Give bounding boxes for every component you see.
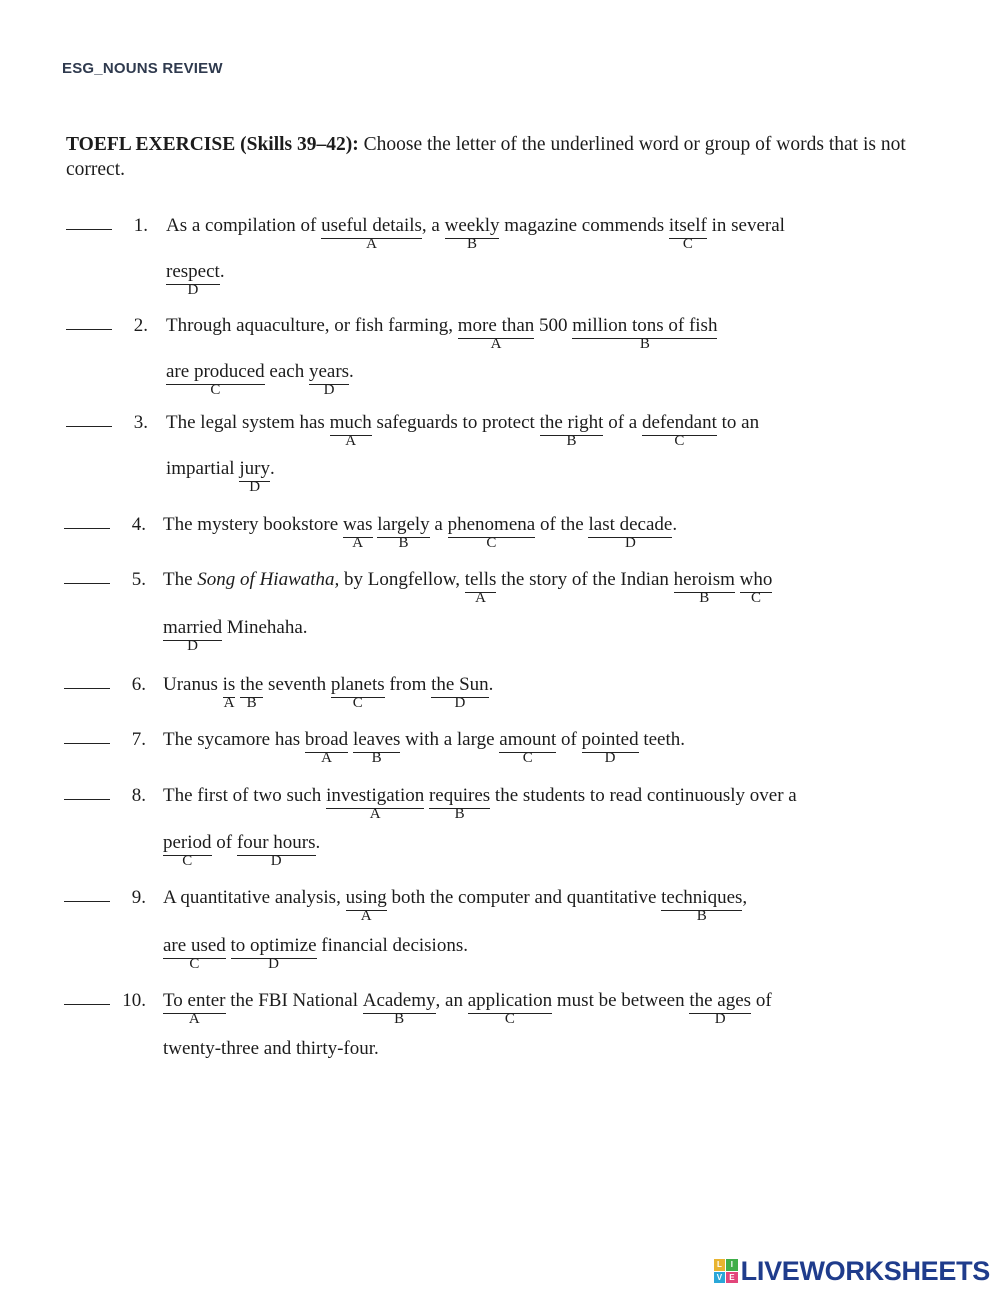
plain-text: A quantitative analysis,: [163, 887, 346, 908]
option-letter: D: [454, 695, 466, 711]
option-D[interactable]: [236, 832, 316, 869]
plain-text: Uranus: [163, 674, 223, 695]
option-C[interactable]: [499, 729, 557, 766]
option-A[interactable]: [342, 514, 373, 551]
underlined-text: Academy: [363, 990, 436, 1014]
option-B[interactable]: [539, 412, 604, 449]
question-number: 8.: [131, 785, 146, 806]
underlined-text: more than: [458, 315, 535, 339]
underlined-text: is: [223, 674, 236, 698]
option-A[interactable]: [464, 569, 497, 606]
underlined-text: useful details: [321, 215, 422, 239]
option-D[interactable]: [230, 935, 317, 972]
option-A[interactable]: [457, 315, 535, 352]
question-line: [163, 1038, 379, 1060]
option-A[interactable]: [163, 990, 226, 1027]
question-number: 2.: [133, 315, 148, 336]
plain-text: in several: [706, 215, 785, 236]
underlined-text: pointed: [582, 729, 639, 753]
underlined-text: largely: [377, 514, 429, 538]
question-line: [163, 832, 321, 869]
question-number: 6.: [131, 674, 146, 695]
option-letter: B: [246, 695, 257, 711]
plain-text: As a compilation of: [166, 215, 322, 236]
plain-text: .: [488, 674, 494, 695]
answer-blank[interactable]: [64, 799, 110, 800]
answer-blank[interactable]: [64, 583, 110, 584]
answer-blank[interactable]: [64, 1004, 110, 1005]
plain-text: of a: [603, 412, 642, 433]
plain-text: teeth.: [638, 729, 686, 750]
plain-text: each: [264, 361, 309, 382]
option-letter: B: [398, 535, 409, 551]
underlined-text: last decade: [588, 514, 672, 538]
underlined-text: the Sun: [431, 674, 489, 698]
underlined-text: the right: [540, 412, 604, 436]
option-B[interactable]: [352, 729, 401, 766]
underlined-text: the ages: [689, 990, 751, 1014]
option-letter: D: [604, 750, 616, 766]
option-letter: B: [699, 590, 710, 606]
plain-text: the students to read continuously over a: [490, 785, 797, 806]
option-letter: C: [352, 695, 363, 711]
instructions: [66, 132, 936, 182]
underlined-text: planets: [331, 674, 385, 698]
worksheet-header: ESG_NOUNS REVIEW: [62, 60, 223, 77]
question-number: 7.: [131, 729, 146, 750]
underlined-text: tells: [465, 569, 497, 593]
answer-blank[interactable]: [64, 901, 110, 902]
plain-text: , a: [421, 215, 445, 236]
plain-text: The sycamore has: [163, 729, 305, 750]
plain-text: with a large: [400, 729, 500, 750]
question-line: [163, 935, 468, 972]
logo-square-2: I: [726, 1259, 738, 1271]
plain-text: The legal system has: [166, 412, 330, 433]
option-letter: A: [345, 433, 357, 449]
underlined-text: married: [163, 617, 222, 641]
option-D[interactable]: [163, 617, 223, 654]
question-line: [166, 261, 225, 298]
question-line: [163, 729, 686, 766]
question-line: [163, 674, 494, 711]
question-line: [166, 458, 275, 495]
plain-text: The first of two such: [163, 785, 327, 806]
option-letter: C: [182, 853, 193, 869]
answer-blank[interactable]: [66, 229, 112, 230]
plain-text: must be between: [552, 990, 690, 1011]
question-number: 3.: [133, 412, 148, 433]
option-letter: D: [270, 853, 282, 869]
option-B[interactable]: [673, 569, 735, 606]
plain-text: The mystery bookstore: [163, 514, 343, 535]
option-A[interactable]: [329, 412, 372, 449]
option-D[interactable]: [431, 674, 489, 711]
option-letter: A: [321, 750, 332, 766]
option-letter: D: [249, 479, 261, 495]
plain-text: by Longfellow,: [339, 569, 465, 590]
question-line: [163, 785, 797, 822]
option-letter: B: [467, 236, 478, 252]
question-line: [163, 990, 772, 1027]
underlined-text: million tons of fish: [572, 315, 717, 339]
underlined-text: requires: [429, 785, 490, 809]
underlined-text: weekly: [445, 215, 500, 239]
question-number: 9.: [131, 887, 146, 908]
option-letter: A: [369, 806, 381, 822]
option-C[interactable]: [668, 215, 707, 252]
underlined-text: using: [346, 887, 387, 911]
underlined-text: period: [163, 832, 212, 856]
question-line: [166, 315, 718, 352]
underlined-text: respect: [166, 261, 220, 285]
underlined-text: are used: [163, 935, 226, 959]
plain-text: Through aquaculture, or fish farming,: [166, 315, 458, 336]
option-D[interactable]: [166, 261, 220, 298]
logo-square-1: L: [714, 1259, 726, 1271]
underlined-text: itself: [669, 215, 707, 239]
plain-text: the story of the Indian: [496, 569, 674, 590]
option-C[interactable]: [166, 361, 265, 398]
plain-text: of: [556, 729, 582, 750]
plain-text: a: [429, 514, 448, 535]
answer-blank[interactable]: [66, 329, 112, 330]
option-letter: A: [366, 236, 377, 252]
option-letter: D: [323, 382, 335, 398]
option-letter: B: [696, 908, 707, 924]
option-D[interactable]: [308, 361, 350, 398]
plain-text: to an: [716, 412, 760, 433]
option-letter: B: [566, 433, 577, 449]
option-D[interactable]: [581, 729, 639, 766]
underlined-text: leaves: [353, 729, 400, 753]
italic-title: Song of Hiawatha,: [197, 569, 340, 590]
option-letter: A: [360, 908, 372, 924]
plain-text: .: [269, 458, 275, 479]
plain-text: twenty-three and thirty-four.: [163, 1038, 379, 1059]
option-C[interactable]: [330, 674, 385, 711]
question-line: [163, 887, 748, 924]
option-letter: C: [504, 1011, 515, 1027]
underlined-text: four hours: [237, 832, 316, 856]
instructions-text: Choose the letter of the underlined word or group of words that is not correct.: [66, 134, 906, 180]
option-A[interactable]: [304, 729, 349, 766]
underlined-text: amount: [499, 729, 556, 753]
underlined-text: years: [309, 361, 349, 385]
option-letter: C: [674, 433, 685, 449]
option-D[interactable]: [588, 514, 673, 551]
plain-text: from: [384, 674, 432, 695]
plain-text: The: [163, 569, 198, 590]
question-line: [166, 361, 354, 398]
option-B[interactable]: [661, 887, 743, 924]
question-number: 10.: [122, 990, 146, 1011]
underlined-text: broad: [305, 729, 348, 753]
option-A[interactable]: [326, 785, 425, 822]
plain-text: .: [315, 832, 321, 853]
instructions-title: TOEFL EXERCISE (Skills 39–42):: [66, 134, 359, 155]
underlined-text: who: [740, 569, 773, 593]
option-A[interactable]: [321, 215, 422, 252]
plain-text: the FBI National: [225, 990, 363, 1011]
option-B[interactable]: [428, 785, 491, 822]
option-B[interactable]: [572, 315, 718, 352]
option-letter: B: [371, 750, 382, 766]
underlined-text: investigation: [326, 785, 424, 809]
option-C[interactable]: [467, 990, 553, 1027]
plain-text: 500: [534, 315, 573, 336]
plain-text: of the: [535, 514, 589, 535]
plain-text: , an: [435, 990, 468, 1011]
answer-blank[interactable]: [66, 426, 112, 427]
underlined-text: was: [343, 514, 373, 538]
option-C[interactable]: [163, 832, 212, 869]
question-line: [163, 514, 678, 551]
question-number: 4.: [131, 514, 146, 535]
option-letter: C: [682, 236, 693, 252]
option-C[interactable]: [447, 514, 536, 551]
option-letter: D: [625, 535, 636, 551]
option-letter: A: [188, 1011, 200, 1027]
question-number: 5.: [131, 569, 146, 590]
plain-text: impartial: [166, 458, 240, 479]
underlined-text: heroism: [674, 569, 735, 593]
option-B[interactable]: [362, 990, 436, 1027]
plain-text: .: [672, 514, 678, 535]
option-letter: D: [268, 956, 279, 972]
option-letter: C: [486, 535, 497, 551]
option-B[interactable]: [444, 215, 500, 252]
plain-text: of: [211, 832, 237, 853]
answer-blank[interactable]: [64, 528, 110, 529]
underlined-text: defendant: [642, 412, 717, 436]
logo-square-3: V: [714, 1272, 726, 1284]
plain-text: ,: [742, 887, 748, 908]
option-letter: C: [189, 956, 200, 972]
plain-text: of: [751, 990, 772, 1011]
plain-text: both the computer and quantitative: [386, 887, 662, 908]
underlined-text: techniques: [661, 887, 742, 911]
brand-name: LIVEWORKSHEETS: [740, 1255, 990, 1286]
option-D[interactable]: [689, 990, 752, 1027]
option-D[interactable]: [239, 458, 270, 495]
option-letter: C: [751, 590, 762, 606]
option-letter: C: [522, 750, 533, 766]
underlined-text: much: [330, 412, 372, 436]
question-line: [163, 569, 773, 606]
option-letter: A: [223, 695, 235, 711]
answer-blank[interactable]: [64, 743, 110, 744]
underlined-text: to optimize: [231, 935, 317, 959]
logo-square-4: E: [726, 1272, 738, 1284]
option-letter: D: [187, 638, 198, 654]
plain-text: .: [349, 361, 354, 382]
option-letter: A: [475, 590, 486, 606]
option-letter: C: [210, 382, 221, 398]
option-B[interactable]: [240, 674, 264, 711]
plain-text: financial decisions.: [316, 935, 468, 956]
liveworksheets-icon: [714, 1259, 738, 1283]
option-B[interactable]: [377, 514, 430, 551]
option-letter: A: [490, 336, 502, 352]
question-line: [166, 215, 785, 252]
question-number: 1.: [133, 215, 148, 236]
option-letter: B: [454, 806, 465, 822]
option-letter: D: [714, 1011, 726, 1027]
plain-text: magazine commends: [499, 215, 669, 236]
option-C[interactable]: [163, 935, 226, 972]
option-letter: D: [187, 282, 199, 298]
plain-text: safeguards to protect: [371, 412, 540, 433]
question-line: [166, 412, 760, 449]
option-A[interactable]: [222, 674, 236, 711]
option-C[interactable]: [739, 569, 773, 606]
liveworksheets-logo: [714, 1257, 990, 1285]
question-line: [163, 617, 308, 654]
underlined-text: jury: [239, 458, 270, 482]
option-A[interactable]: [345, 887, 387, 924]
underlined-text: application: [468, 990, 552, 1014]
option-C[interactable]: [641, 412, 717, 449]
underlined-text: are produced: [166, 361, 265, 385]
plain-text: seventh: [263, 674, 331, 695]
plain-text: Minehaha.: [222, 617, 308, 638]
plain-text: .: [219, 261, 225, 282]
option-letter: A: [352, 535, 364, 551]
underlined-text: To enter: [163, 990, 226, 1014]
option-letter: B: [639, 336, 650, 352]
underlined-text: phenomena: [448, 514, 536, 538]
answer-blank[interactable]: [64, 688, 110, 689]
underlined-text: the: [240, 674, 263, 698]
option-letter: B: [394, 1011, 405, 1027]
